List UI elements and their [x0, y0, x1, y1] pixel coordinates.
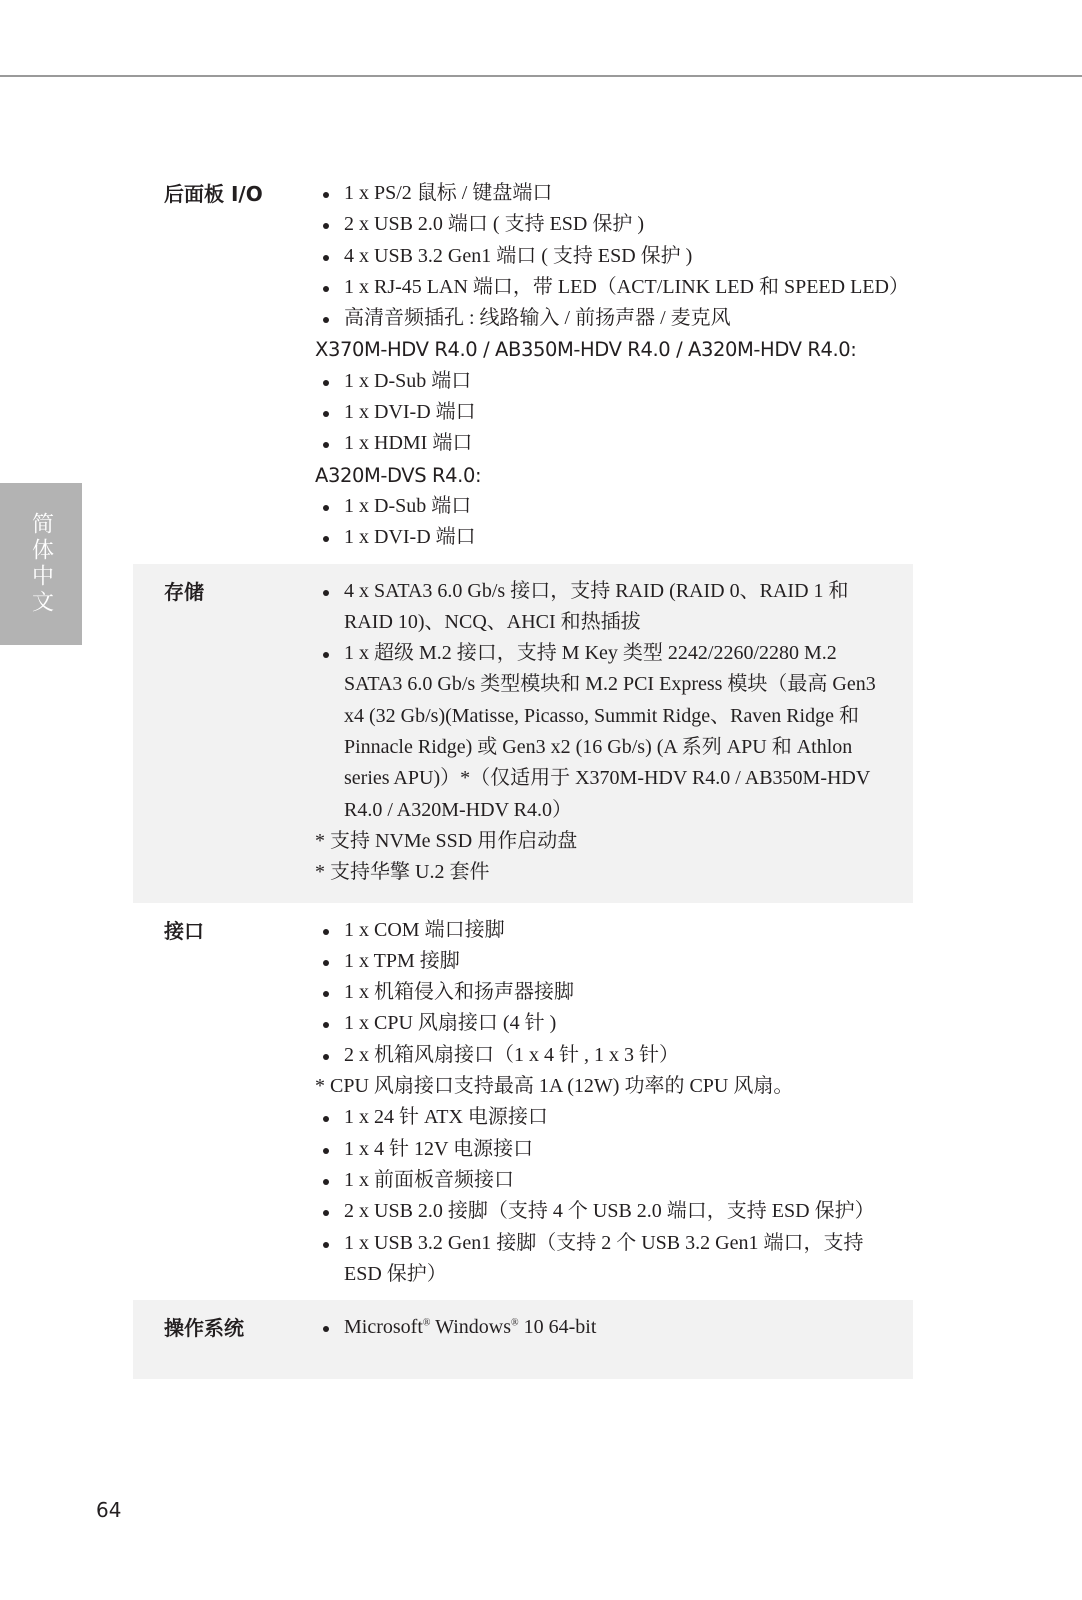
spec-row-storage: [133, 564, 913, 903]
os-version: 10 64-bit: [518, 1316, 597, 1339]
list-item: 1 x 超级 M.2 接口，支持 M Key 类型 2242/2260/2280 M.2 SATA3 6.0 Gb/s 类型模块和 M.2 PCI Express 模块（最高 Gen3 x4 (32 Gb/s)(Matisse, Picasso, Summit Ridge、Raven Ridge 和 Pinnacle Ridge) 或 Gen3 x2 (16 Gb/s) (A 系列 APU 和 Athlon series APU)）*（仅适用于 X370M-HDV R4.0 / AB350M-HDV R4.0 / A320M-HDV R4.0）: [315, 638, 899, 826]
spec-row-os: [133, 1300, 913, 1379]
spec-label-rear-io: 后面板 I/O: [164, 182, 263, 206]
language-tab-label: 简体中文: [28, 512, 54, 616]
list-item: 1 x USB 3.2 Gen1 接脚（支持 2 个 USB 3.2 Gen1 端口，支持 ESD 保护）: [315, 1228, 899, 1291]
header-rule: [0, 75, 1082, 77]
list-item: 1 x 4 针 12V 电源接口: [315, 1134, 899, 1165]
list-item: 1 x DVI-D 端口: [315, 522, 899, 553]
list-item: [315, 1312, 899, 1343]
registered-mark: ®: [422, 1317, 431, 1329]
list-item: 1 x D-Sub 端口: [315, 366, 899, 397]
spec-label-storage: 存储: [164, 579, 204, 604]
list-item: 2 x USB 2.0 端口 ( 支持 ESD 保护 ): [315, 209, 899, 240]
list-item: 1 x TPM 接脚: [315, 946, 899, 977]
list-item: 1 x 机箱侵入和扬声器接脚: [315, 977, 899, 1008]
spec-body-connectors: [315, 915, 913, 1291]
spec-table: [133, 178, 913, 1379]
model-subheading: X370M-HDV R4.0 / AB350M-HDV R4.0 / A320M-HDV R4.0:: [315, 338, 857, 362]
footnote: * 支持华擎 U.2 套件: [315, 861, 490, 884]
spec-body-os: [315, 1312, 913, 1343]
model-subheading: A320M-DVS R4.0:: [315, 463, 482, 487]
page-number: 64: [96, 1498, 122, 1522]
os-product: Windows: [430, 1316, 511, 1339]
footnote: * CPU 风扇接口支持最高 1A (12W) 功率的 CPU 风扇。: [315, 1075, 794, 1098]
list-item: 1 x HDMI 端口: [315, 428, 899, 459]
list-item: 1 x CPU 风扇接口 (4 针 ): [315, 1008, 899, 1039]
list-item: 4 x SATA3 6.0 Gb/s 接口，支持 RAID (RAID 0、RAID 1 和 RAID 10)、NCQ、AHCI 和热插拔: [315, 576, 899, 639]
list-item: 1 x COM 端口接脚: [315, 915, 899, 946]
list-item: 高清音频插孔 : 线路输入 / 前扬声器 / 麦克风: [315, 303, 899, 334]
list-item: 1 x 24 针 ATX 电源接口: [315, 1102, 899, 1133]
list-item: 1 x 前面板音频接口: [315, 1165, 899, 1196]
list-item: 1 x PS/2 鼠标 / 键盘端口: [315, 178, 899, 209]
spec-row-connectors: [133, 903, 913, 1301]
os-brand: Microsoft: [344, 1316, 423, 1339]
list-item: 2 x USB 2.0 接脚（支持 4 个 USB 2.0 端口，支持 ESD 保护）: [315, 1196, 899, 1227]
list-item: 1 x RJ-45 LAN 端口，带 LED（ACT/LINK LED 和 SPEED LED）: [315, 272, 899, 303]
spec-body-rear-io: [315, 178, 913, 554]
spec-label-connectors: 接口: [164, 918, 204, 943]
spec-row-rear-io: [133, 178, 913, 564]
list-item: 1 x DVI-D 端口: [315, 397, 899, 428]
spec-body-storage: [315, 576, 913, 889]
spec-label-os: 操作系统: [164, 1316, 244, 1341]
registered-mark: ®: [511, 1317, 519, 1329]
list-item: 1 x D-Sub 端口: [315, 491, 899, 522]
list-item: 4 x USB 3.2 Gen1 端口 ( 支持 ESD 保护 ): [315, 241, 899, 272]
language-side-tab: [0, 483, 82, 645]
footnote: * 支持 NVMe SSD 用作启动盘: [315, 829, 578, 852]
list-item: 2 x 机箱风扇接口（1 x 4 针 , 1 x 3 针）: [315, 1040, 899, 1071]
